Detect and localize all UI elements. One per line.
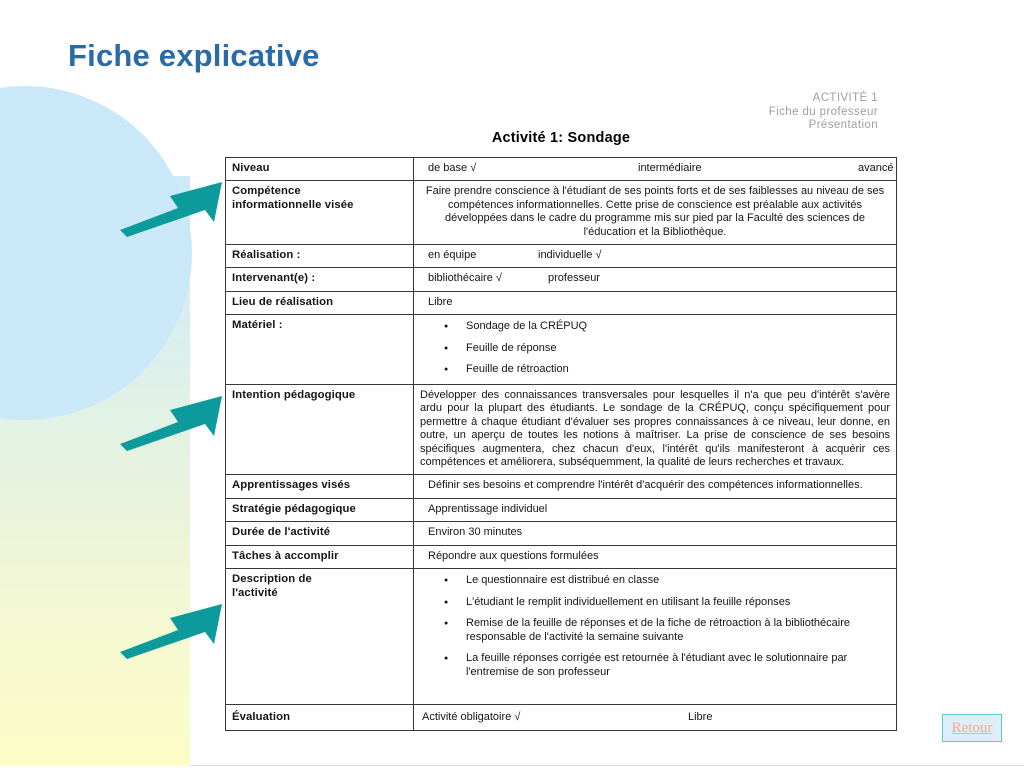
row-value bbox=[414, 245, 897, 268]
list-item: ● Le questionnaire est distribué en classe bbox=[444, 574, 890, 588]
table-row bbox=[226, 545, 897, 568]
arrow-intention-icon bbox=[118, 392, 228, 452]
table-row bbox=[226, 315, 897, 385]
row-value bbox=[414, 569, 897, 705]
bullet-list bbox=[420, 574, 890, 680]
list-item: ● Feuille de rétroaction bbox=[444, 363, 890, 377]
row-value bbox=[414, 315, 897, 385]
option-intermediaire[interactable]: intermédiaire bbox=[638, 162, 702, 174]
row-value: Développer des connaissances transversales pour lesquelles il n'a que peu d'intérêt s'avère ardu pour la plupart des étudiants. Le sondage de la CRÉPUQ, conçu spécifiquement pour permettre à chaque étudiant d'évaluer ses propres connaissances à ce niveau, leur donne, en outre, un aperçu de toutes les notions à maîtriser. La prise de conscience de ses besoins spécifiques augmentera, chez chacun d'eux, l'intérêt qu'ils manifesteront à acquérir ces compétences et améliorera, subséquemment, la qualité de leurs recherches et travaux. bbox=[414, 385, 897, 475]
option-activite-obligatoire[interactable]: Activité obligatoire √ bbox=[422, 710, 521, 723]
row-value: Libre bbox=[414, 291, 897, 314]
table-row bbox=[226, 158, 897, 181]
row-value: Apprentissage individuel bbox=[414, 498, 897, 521]
fiche-table bbox=[225, 157, 897, 731]
row-label: Évaluation bbox=[226, 704, 414, 730]
option-individuelle[interactable]: individuelle √ bbox=[538, 249, 602, 262]
table-row bbox=[226, 245, 897, 268]
option-group bbox=[420, 711, 890, 724]
list-item: ● Remise de la feuille de réponses et de la fiche de rétroaction à la bibliothécaire responsable de l'activité la semaine suivante bbox=[444, 617, 890, 644]
row-label: Lieu de réalisation bbox=[226, 291, 414, 314]
option-group bbox=[420, 272, 890, 285]
row-label: Tâches à accomplir bbox=[226, 545, 414, 568]
document-header-line-2: Fiche du professeur bbox=[768, 105, 878, 118]
option-en-equipe[interactable]: en équipe bbox=[428, 249, 477, 262]
option-libre[interactable]: Libre bbox=[688, 710, 713, 723]
fiche-table-body bbox=[226, 158, 897, 731]
row-label: Apprentissages visés bbox=[226, 475, 414, 498]
bullet-list bbox=[420, 320, 890, 377]
row-label: Intervenant(e) : bbox=[226, 268, 414, 291]
option-bibliothecaire[interactable]: bibliothécaire √ bbox=[428, 272, 502, 285]
row-label: Durée de l'activité bbox=[226, 522, 414, 545]
list-item: ● La feuille réponses corrigée est retournée à l'étudiant avec le solutionnaire par l'entremise de son professeur bbox=[444, 652, 890, 679]
document-header bbox=[600, 92, 878, 133]
table-row bbox=[226, 385, 897, 475]
table-row bbox=[226, 498, 897, 521]
list-item: ● Feuille de réponse bbox=[444, 342, 890, 356]
footer-divider bbox=[190, 765, 1024, 766]
row-label bbox=[226, 181, 414, 245]
retour-button[interactable]: Retour bbox=[942, 714, 1002, 742]
table-row bbox=[226, 569, 897, 705]
table-row bbox=[226, 181, 897, 245]
row-label-line-2: l'activité bbox=[232, 586, 278, 599]
option-group bbox=[420, 162, 894, 175]
page-title: Fiche explicative bbox=[68, 38, 320, 73]
table-caption: Activité 1: Sondage bbox=[491, 130, 631, 146]
row-value: Définir ses besoins et comprendre l'intérêt d'acquérir des compétences informationnelles. bbox=[414, 475, 897, 498]
option-avance[interactable]: avancé bbox=[858, 162, 894, 174]
row-value: Faire prendre conscience à l'étudiant de ses points forts et de ses faiblesses au niveau de ses compétences informationnelles. Cette prise de conscience est préalable aux activités développées dans le cadre du programme mis sur pied par la Faculté des sciences de l'éducation et la Bibliothèque. bbox=[414, 181, 897, 245]
row-value bbox=[414, 704, 897, 730]
row-label: Stratégie pédagogique bbox=[226, 498, 414, 521]
row-label bbox=[226, 569, 414, 705]
row-value: Environ 30 minutes bbox=[414, 522, 897, 545]
row-label-line-2: informationnelle visée bbox=[232, 198, 354, 211]
row-label: Réalisation : bbox=[226, 245, 414, 268]
table-row bbox=[226, 475, 897, 498]
arrow-description-icon bbox=[118, 600, 228, 660]
option-group bbox=[420, 249, 890, 262]
table-row bbox=[226, 268, 897, 291]
list-item: ● Sondage de la CRÉPUQ bbox=[444, 320, 890, 334]
document-header-line-1: ACTIVITÉ 1 bbox=[812, 92, 878, 104]
row-label-line-1: Description de bbox=[232, 573, 312, 586]
row-value bbox=[414, 158, 897, 181]
row-label-line-1: Compétence bbox=[232, 185, 301, 198]
document-header-line-3: Présentation bbox=[808, 119, 878, 131]
table-row bbox=[226, 291, 897, 314]
row-label: Matériel : bbox=[226, 315, 414, 385]
option-professeur[interactable]: professeur bbox=[548, 272, 600, 285]
row-value: Répondre aux questions formulées bbox=[414, 545, 897, 568]
row-value bbox=[414, 268, 897, 291]
arrow-competence-icon bbox=[118, 178, 228, 238]
table-row bbox=[226, 522, 897, 545]
list-item: ● L'étudiant le remplit individuellement en utilisant la feuille réponses bbox=[444, 596, 890, 610]
row-label: Niveau bbox=[226, 158, 414, 181]
row-label: Intention pédagogique bbox=[226, 385, 414, 475]
option-de-base[interactable]: de base √ bbox=[428, 162, 477, 174]
table-row bbox=[226, 704, 897, 730]
